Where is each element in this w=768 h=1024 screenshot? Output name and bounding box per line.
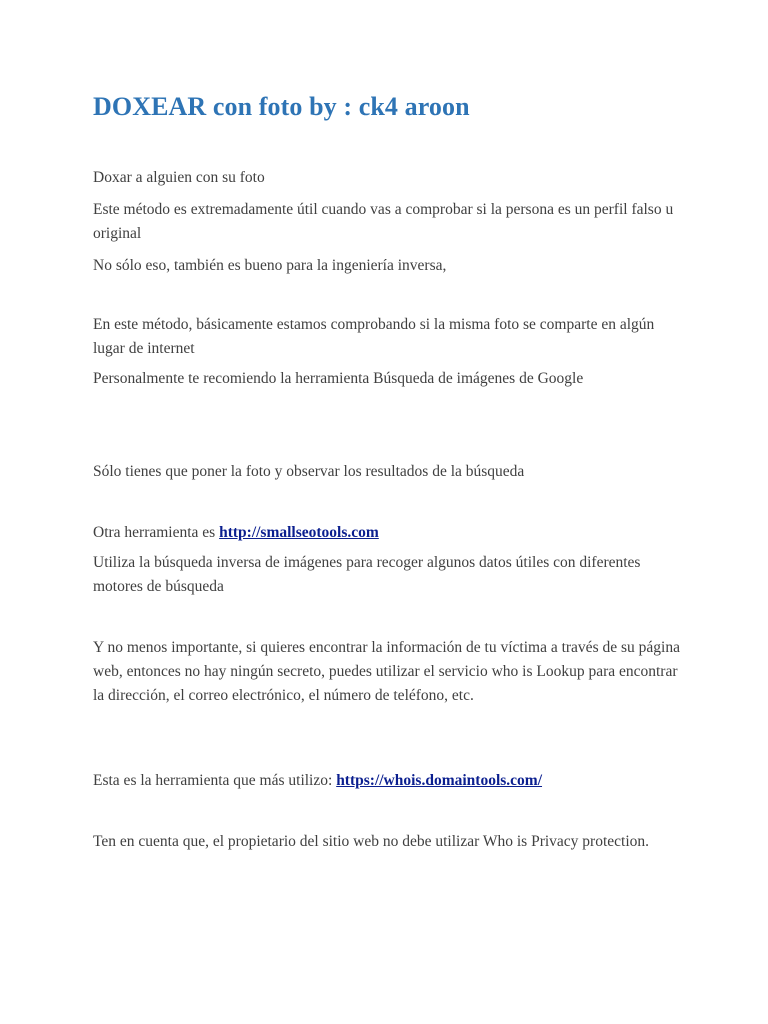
paragraph-method-explained: En este método, básicamente estamos comprobando si la misma foto se comparte en algún lugar de internet xyxy=(93,316,655,357)
paragraph-most-used xyxy=(93,769,683,793)
paragraph-privacy: Ten en cuenta que, el propietario del sitio web no debe utilizar Who is Privacy protection. xyxy=(93,833,650,850)
domaintools-link[interactable]: https://whois.domaintools.com/ xyxy=(336,772,543,789)
most-used-text: Esta es la herramienta que más utilizo: xyxy=(93,772,337,789)
document-title: DOXEAR con foto by : ck4 aroon xyxy=(93,92,470,121)
paragraph-method-useful: Este método es extremadamente útil cuando vas a comprobar si la persona es un perfil falso u original xyxy=(93,201,674,242)
paragraph-put-photo: Sólo tienes que poner la foto y observar los resultados de la búsqueda xyxy=(93,463,525,480)
paragraph-google-tool: Personalmente te recomiendo la herramienta Búsqueda de imágenes de Google xyxy=(93,370,584,387)
paragraph-other-tool xyxy=(93,521,683,545)
paragraph-whois: Y no menos importante, si quieres encontrar la información de tu víctima a través de su página web, entonces no hay ningún secreto, puedes utilizar el servicio who is Lookup para encontrar la dirección, el correo electrónico, el número de teléfono, etc. xyxy=(93,639,680,704)
other-tool-text: Otra herramienta es xyxy=(93,524,220,541)
smallseotools-link[interactable]: http://smallseotools.com xyxy=(219,524,379,541)
paragraph-reverse-search: Utiliza la búsqueda inversa de imágenes para recoger algunos datos útiles con diferentes motores de búsqueda xyxy=(93,554,641,595)
paragraph-intro: Doxar a alguien con su foto xyxy=(93,169,265,186)
paragraph-reverse-engineering: No sólo eso, también es bueno para la ingeniería inversa, xyxy=(93,257,447,274)
